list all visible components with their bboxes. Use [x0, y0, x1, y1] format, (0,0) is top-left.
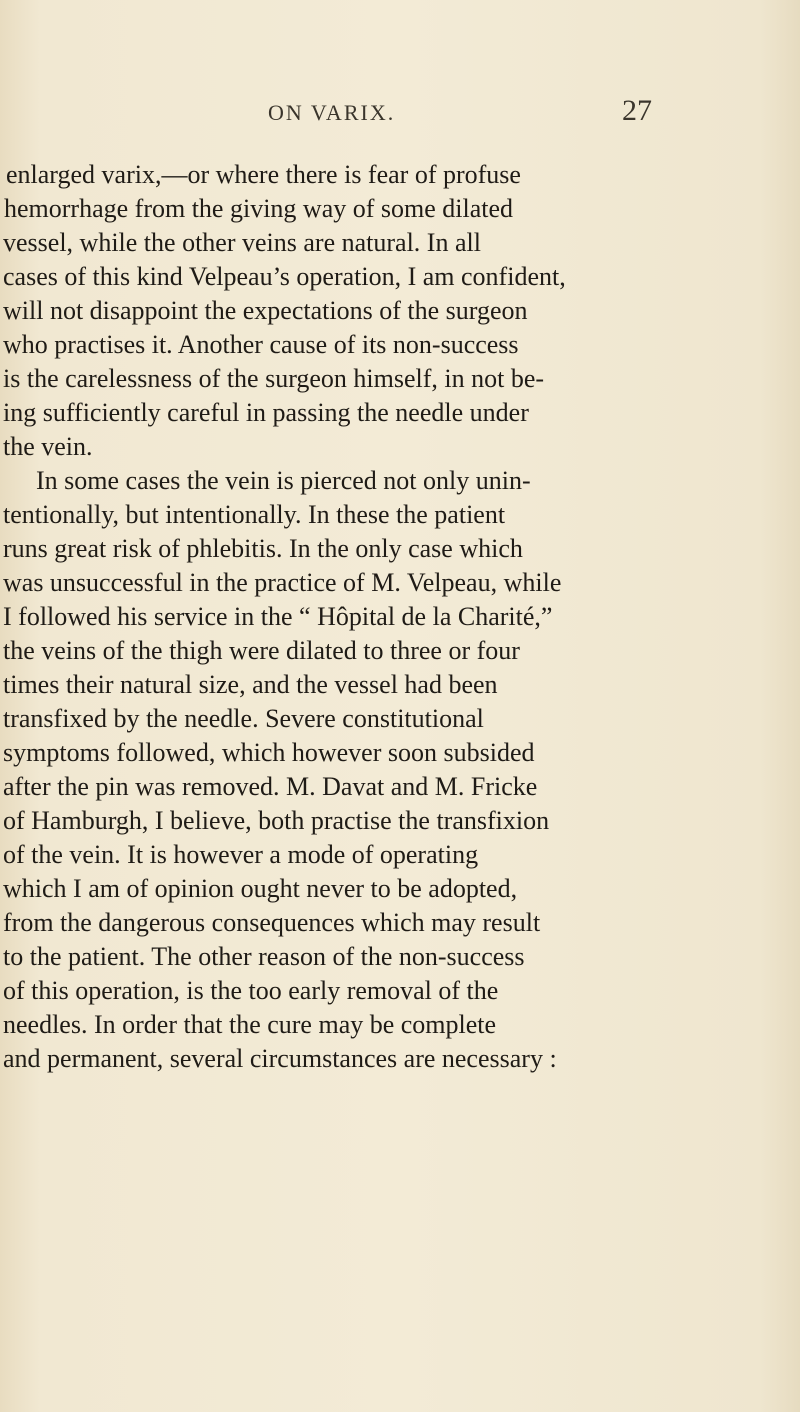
text-line: of this operation, is the too early removal of the	[3, 976, 499, 1005]
text-line: runs great risk of phlebitis. In the only case which	[3, 534, 523, 563]
text-line: transfixed by the needle. Severe constitutional	[3, 704, 484, 733]
page-number: 27	[622, 94, 652, 127]
text-line: ing sufficiently careful in passing the needle under	[3, 398, 529, 427]
text-line: hemorrhage from the giving way of some dilated	[4, 194, 514, 223]
text-line: which I am of opinion ought never to be adopted,	[3, 874, 518, 903]
text-line: tentionally, but intentionally. In these the patient	[3, 500, 506, 529]
text-line: cases of this kind Velpeau’s operation, I am confident,	[3, 262, 566, 291]
text-line: was unsuccessful in the practice of M. Velpeau, while	[3, 568, 562, 597]
text-line: vessel, while the other veins are natural. In all	[3, 228, 481, 257]
text-line: In some cases the vein is pierced not only unin-	[36, 466, 531, 495]
running-head	[0, 94, 800, 134]
running-head-title: ON VARIX.	[268, 100, 396, 125]
text-line: after the pin was removed. M. Davat and M. Fricke	[3, 772, 538, 801]
text-line: the vein.	[3, 432, 93, 461]
text-line: will not disappoint the expectations of the surgeon	[3, 296, 528, 325]
text-line: of the vein. It is however a mode of operating	[3, 840, 479, 869]
text-line: symptoms followed, which however soon subsided	[3, 738, 535, 767]
text-line: to the patient. The other reason of the non-success	[3, 942, 525, 971]
text-line: and permanent, several circumstances are necessary :	[3, 1044, 557, 1073]
text-line: needles. In order that the cure may be complete	[3, 1010, 497, 1039]
text-line: enlarged varix,—or where there is fear of profuse	[6, 160, 521, 189]
text-line: I followed his service in the “ Hôpital de la Charité,”	[3, 602, 553, 631]
text-line: who practises it. Another cause of its non-success	[3, 330, 519, 359]
text-line: times their natural size, and the vessel had been	[3, 670, 498, 699]
text-line: of Hamburgh, I believe, both practise the transfixion	[3, 806, 550, 835]
text-line: is the carelessness of the surgeon himself, in not be-	[3, 364, 545, 393]
text-line: the veins of the thigh were dilated to three or four	[3, 636, 520, 665]
text-line: from the dangerous consequences which may result	[3, 908, 541, 937]
